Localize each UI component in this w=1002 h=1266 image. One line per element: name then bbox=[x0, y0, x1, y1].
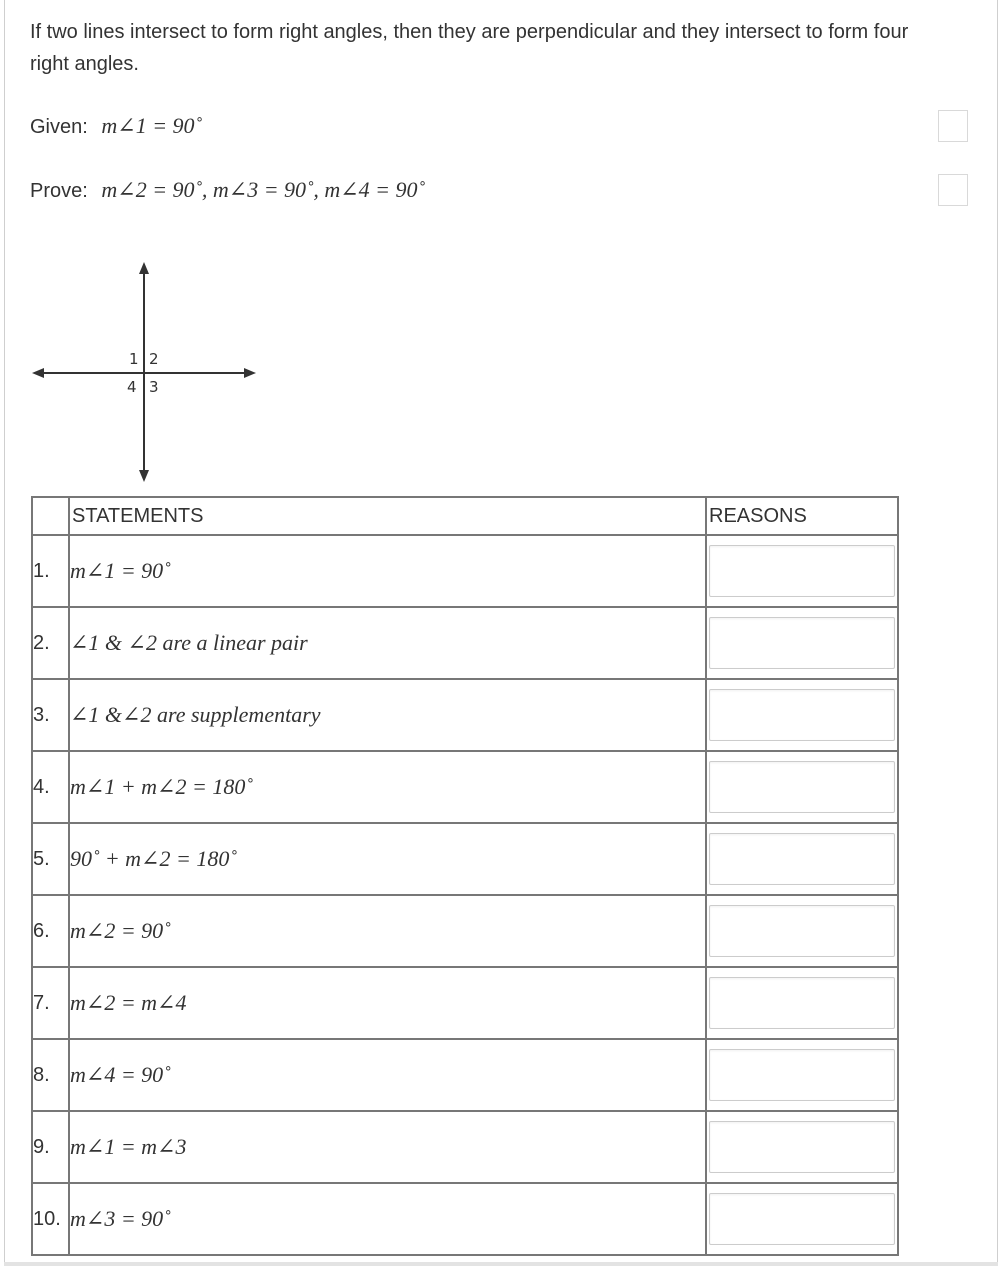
angle-4-label: 4 bbox=[127, 378, 137, 396]
row-number: 1. bbox=[32, 535, 69, 607]
reason-cell bbox=[706, 823, 898, 895]
statements-header: STATEMENTS bbox=[69, 497, 706, 535]
reason-input[interactable] bbox=[709, 1049, 895, 1101]
reason-input[interactable] bbox=[709, 905, 895, 957]
reasons-header: REASONS bbox=[706, 497, 898, 535]
right-arrowhead bbox=[244, 368, 256, 378]
table-row bbox=[32, 967, 898, 1039]
statement-cell bbox=[69, 823, 706, 895]
statement-cell bbox=[69, 679, 706, 751]
reason-cell bbox=[706, 679, 898, 751]
statement-cell bbox=[69, 1039, 706, 1111]
given-answer-box[interactable] bbox=[938, 110, 968, 142]
prove-line bbox=[30, 177, 425, 203]
row-number: 8. bbox=[32, 1039, 69, 1111]
reason-cell bbox=[706, 535, 898, 607]
statement-text: m∠3 = 90˚ bbox=[70, 1206, 171, 1231]
statement-cell bbox=[69, 607, 706, 679]
reason-input[interactable] bbox=[709, 689, 895, 741]
reason-cell bbox=[706, 1111, 898, 1183]
given-line bbox=[30, 113, 202, 139]
reason-cell bbox=[706, 1183, 898, 1255]
table-row bbox=[32, 751, 898, 823]
proof-table bbox=[31, 496, 899, 1256]
table-row bbox=[32, 895, 898, 967]
statement-cell bbox=[69, 1183, 706, 1255]
table-row bbox=[32, 535, 898, 607]
reason-cell bbox=[706, 751, 898, 823]
reason-input[interactable] bbox=[709, 1121, 895, 1173]
statement-cell bbox=[69, 895, 706, 967]
table-row bbox=[32, 607, 898, 679]
table-row bbox=[32, 1039, 898, 1111]
row-number: 6. bbox=[32, 895, 69, 967]
statement-cell bbox=[69, 967, 706, 1039]
table-row bbox=[32, 679, 898, 751]
reason-cell bbox=[706, 607, 898, 679]
prove-math: m∠2 = 90˚, m∠3 = 90˚, m∠4 = 90˚ bbox=[101, 177, 425, 202]
reason-cell bbox=[706, 895, 898, 967]
reason-input[interactable] bbox=[709, 617, 895, 669]
horizontal-scrollbar[interactable] bbox=[4, 1262, 998, 1266]
table-row bbox=[32, 1111, 898, 1183]
row-number: 2. bbox=[32, 607, 69, 679]
reason-input[interactable] bbox=[709, 761, 895, 813]
statement-text: 90˚ + m∠2 = 180˚ bbox=[70, 846, 237, 871]
statement-cell bbox=[69, 751, 706, 823]
table-row bbox=[32, 823, 898, 895]
table-row bbox=[32, 1183, 898, 1255]
intersecting-lines-figure bbox=[28, 258, 268, 488]
reason-cell bbox=[706, 1039, 898, 1111]
statement-text: ∠1 &∠2 are supplementary bbox=[70, 702, 321, 727]
given-math: m∠1 = 90˚ bbox=[101, 113, 202, 138]
reason-input[interactable] bbox=[709, 833, 895, 885]
row-number: 9. bbox=[32, 1111, 69, 1183]
problem-statement: If two lines intersect to form right angles, then they are perpendicular and they intersect to form four right angles. bbox=[30, 21, 909, 75]
prove-label: Prove: bbox=[30, 180, 88, 202]
bottom-arrowhead bbox=[139, 470, 149, 482]
angle-3-label: 3 bbox=[149, 378, 159, 396]
statement-text: m∠1 + m∠2 = 180˚ bbox=[70, 774, 253, 799]
left-arrowhead bbox=[32, 368, 44, 378]
statement-cell bbox=[69, 1111, 706, 1183]
row-number: 3. bbox=[32, 679, 69, 751]
row-number: 5. bbox=[32, 823, 69, 895]
reason-input[interactable] bbox=[709, 977, 895, 1029]
statement-text: m∠4 = 90˚ bbox=[70, 1062, 171, 1087]
given-label: Given: bbox=[30, 116, 88, 138]
row-number: 4. bbox=[32, 751, 69, 823]
row-number: 10. bbox=[32, 1183, 69, 1255]
statement-text: m∠2 = m∠4 bbox=[70, 990, 187, 1015]
reason-cell bbox=[706, 967, 898, 1039]
statement-cell bbox=[69, 535, 706, 607]
statement-text: m∠1 = 90˚ bbox=[70, 558, 171, 583]
statement-text: m∠2 = 90˚ bbox=[70, 918, 171, 943]
number-header bbox=[32, 497, 69, 535]
reason-input[interactable] bbox=[709, 545, 895, 597]
prove-answer-box[interactable] bbox=[938, 174, 968, 206]
reason-input[interactable] bbox=[709, 1193, 895, 1245]
table-header-row bbox=[32, 497, 898, 535]
angle-2-label: 2 bbox=[149, 350, 159, 368]
statement-text: m∠1 = m∠3 bbox=[70, 1134, 187, 1159]
statement-text: ∠1 & ∠2 are a linear pair bbox=[70, 630, 308, 655]
angle-1-label: 1 bbox=[129, 350, 139, 368]
row-number: 7. bbox=[32, 967, 69, 1039]
top-arrowhead bbox=[139, 262, 149, 274]
